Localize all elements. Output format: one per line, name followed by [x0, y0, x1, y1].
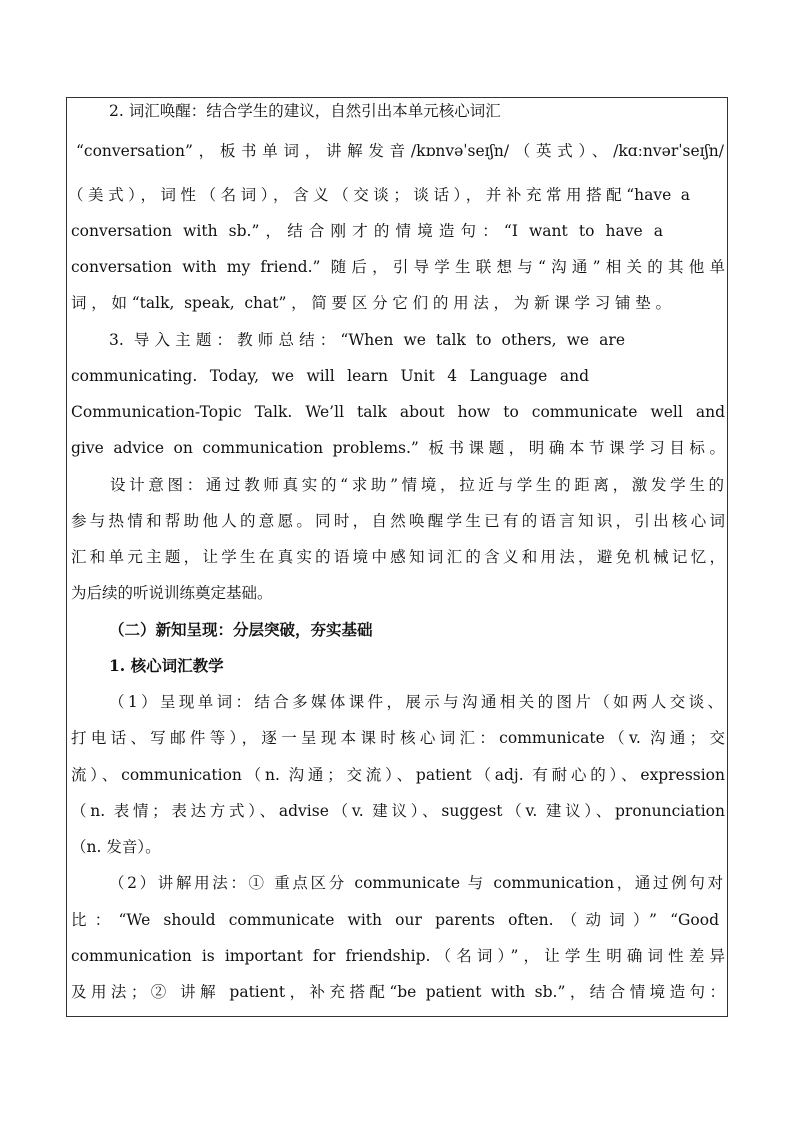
paragraph-line-25: 及用法；② 讲解 patient，补充搭配“be patient with sb.”，结合情境造句：	[71, 983, 725, 1001]
paragraph-line-13: 汇和单元主题，让学生在真实的语境中感知词汇的含义和用法，避免机械记忆，	[71, 548, 725, 566]
subsection-heading: 1. 核心词汇教学	[109, 656, 224, 675]
paragraph-line-5: conversation with my friend.” 随后，引导学生联想与“沟通”相关的其他单	[71, 258, 725, 276]
paragraph-line-12: 参与热情和帮助他人的意愿。同时，自然唤醒学生已有的语言知识，引出核心词	[71, 512, 725, 530]
paragraph-line-17: （1）呈现单词：结合多媒体课件，展示与沟通相关的图片（如两人交谈、	[109, 693, 723, 711]
paragraph-line-21: （n. 发音）。	[71, 838, 161, 856]
paragraph-line-8: communicating. Today, we will learn Unit 4 Language and	[71, 367, 589, 385]
section-heading: （二）新知呈现：分层突破，夯实基础	[109, 620, 373, 639]
paragraph-line-7: 3. 导入主题：教师总结：“When we talk to others, we are	[109, 331, 625, 349]
paragraph-line-23: 比：“We should communicate with our parents often.（动词）” “Good	[71, 911, 719, 929]
paragraph-line-18: 打电话、写邮件等），逐一呈现本课时核心词汇：communicate（v. 沟通；交	[71, 729, 725, 747]
paragraph-line-3: （美式），词性（名词），含义（交谈；谈话），并补充常用搭配“have a	[68, 186, 690, 204]
paragraph-line-14: 为后续的听说训练奠定基础。	[71, 584, 273, 602]
paragraph-line-19: 流）、communication（n. 沟通；交流）、patient（adj. 有耐心的）、expression	[71, 766, 725, 784]
paragraph-line-4: conversation with sb.”，结合刚才的情境造句：“I want to have a	[71, 222, 663, 240]
paragraph-line-6: 词，如“talk, speak, chat”，简要区分它们的用法，为新课学习铺垫。	[71, 294, 671, 312]
paragraph-line-24: communication is important for friendship.（名词）”，让学生明确词性差异	[71, 947, 725, 965]
paragraph-line-11: 设计意图：通过教师真实的“求助”情境，拉近与学生的距离，激发学生的	[110, 476, 724, 494]
paragraph-line-10: give advice on communication problems.” 板书课题，明确本节课学习目标。	[71, 439, 725, 457]
paragraph-line-1: 2. 词汇唤醒：结合学生的建议，自然引出本单元核心词汇	[109, 102, 501, 120]
paragraph-line-22: （2）讲解用法：① 重点区分 communicate 与 communication，通过例句对	[109, 874, 723, 892]
paragraph-line-9: Communication-Topic Talk. We’ll talk about how to communicate well and	[71, 403, 725, 421]
paragraph-line-2: “conversation”，板书单词，讲解发音/kɒnvəˈseɪʃn/（英式）、/kɑːnvərˈseɪʃn/	[76, 142, 724, 160]
paragraph-line-20: （n. 表情；表达方式）、advise（v. 建议）、suggest（v. 建议）、pronunciation	[71, 802, 725, 820]
